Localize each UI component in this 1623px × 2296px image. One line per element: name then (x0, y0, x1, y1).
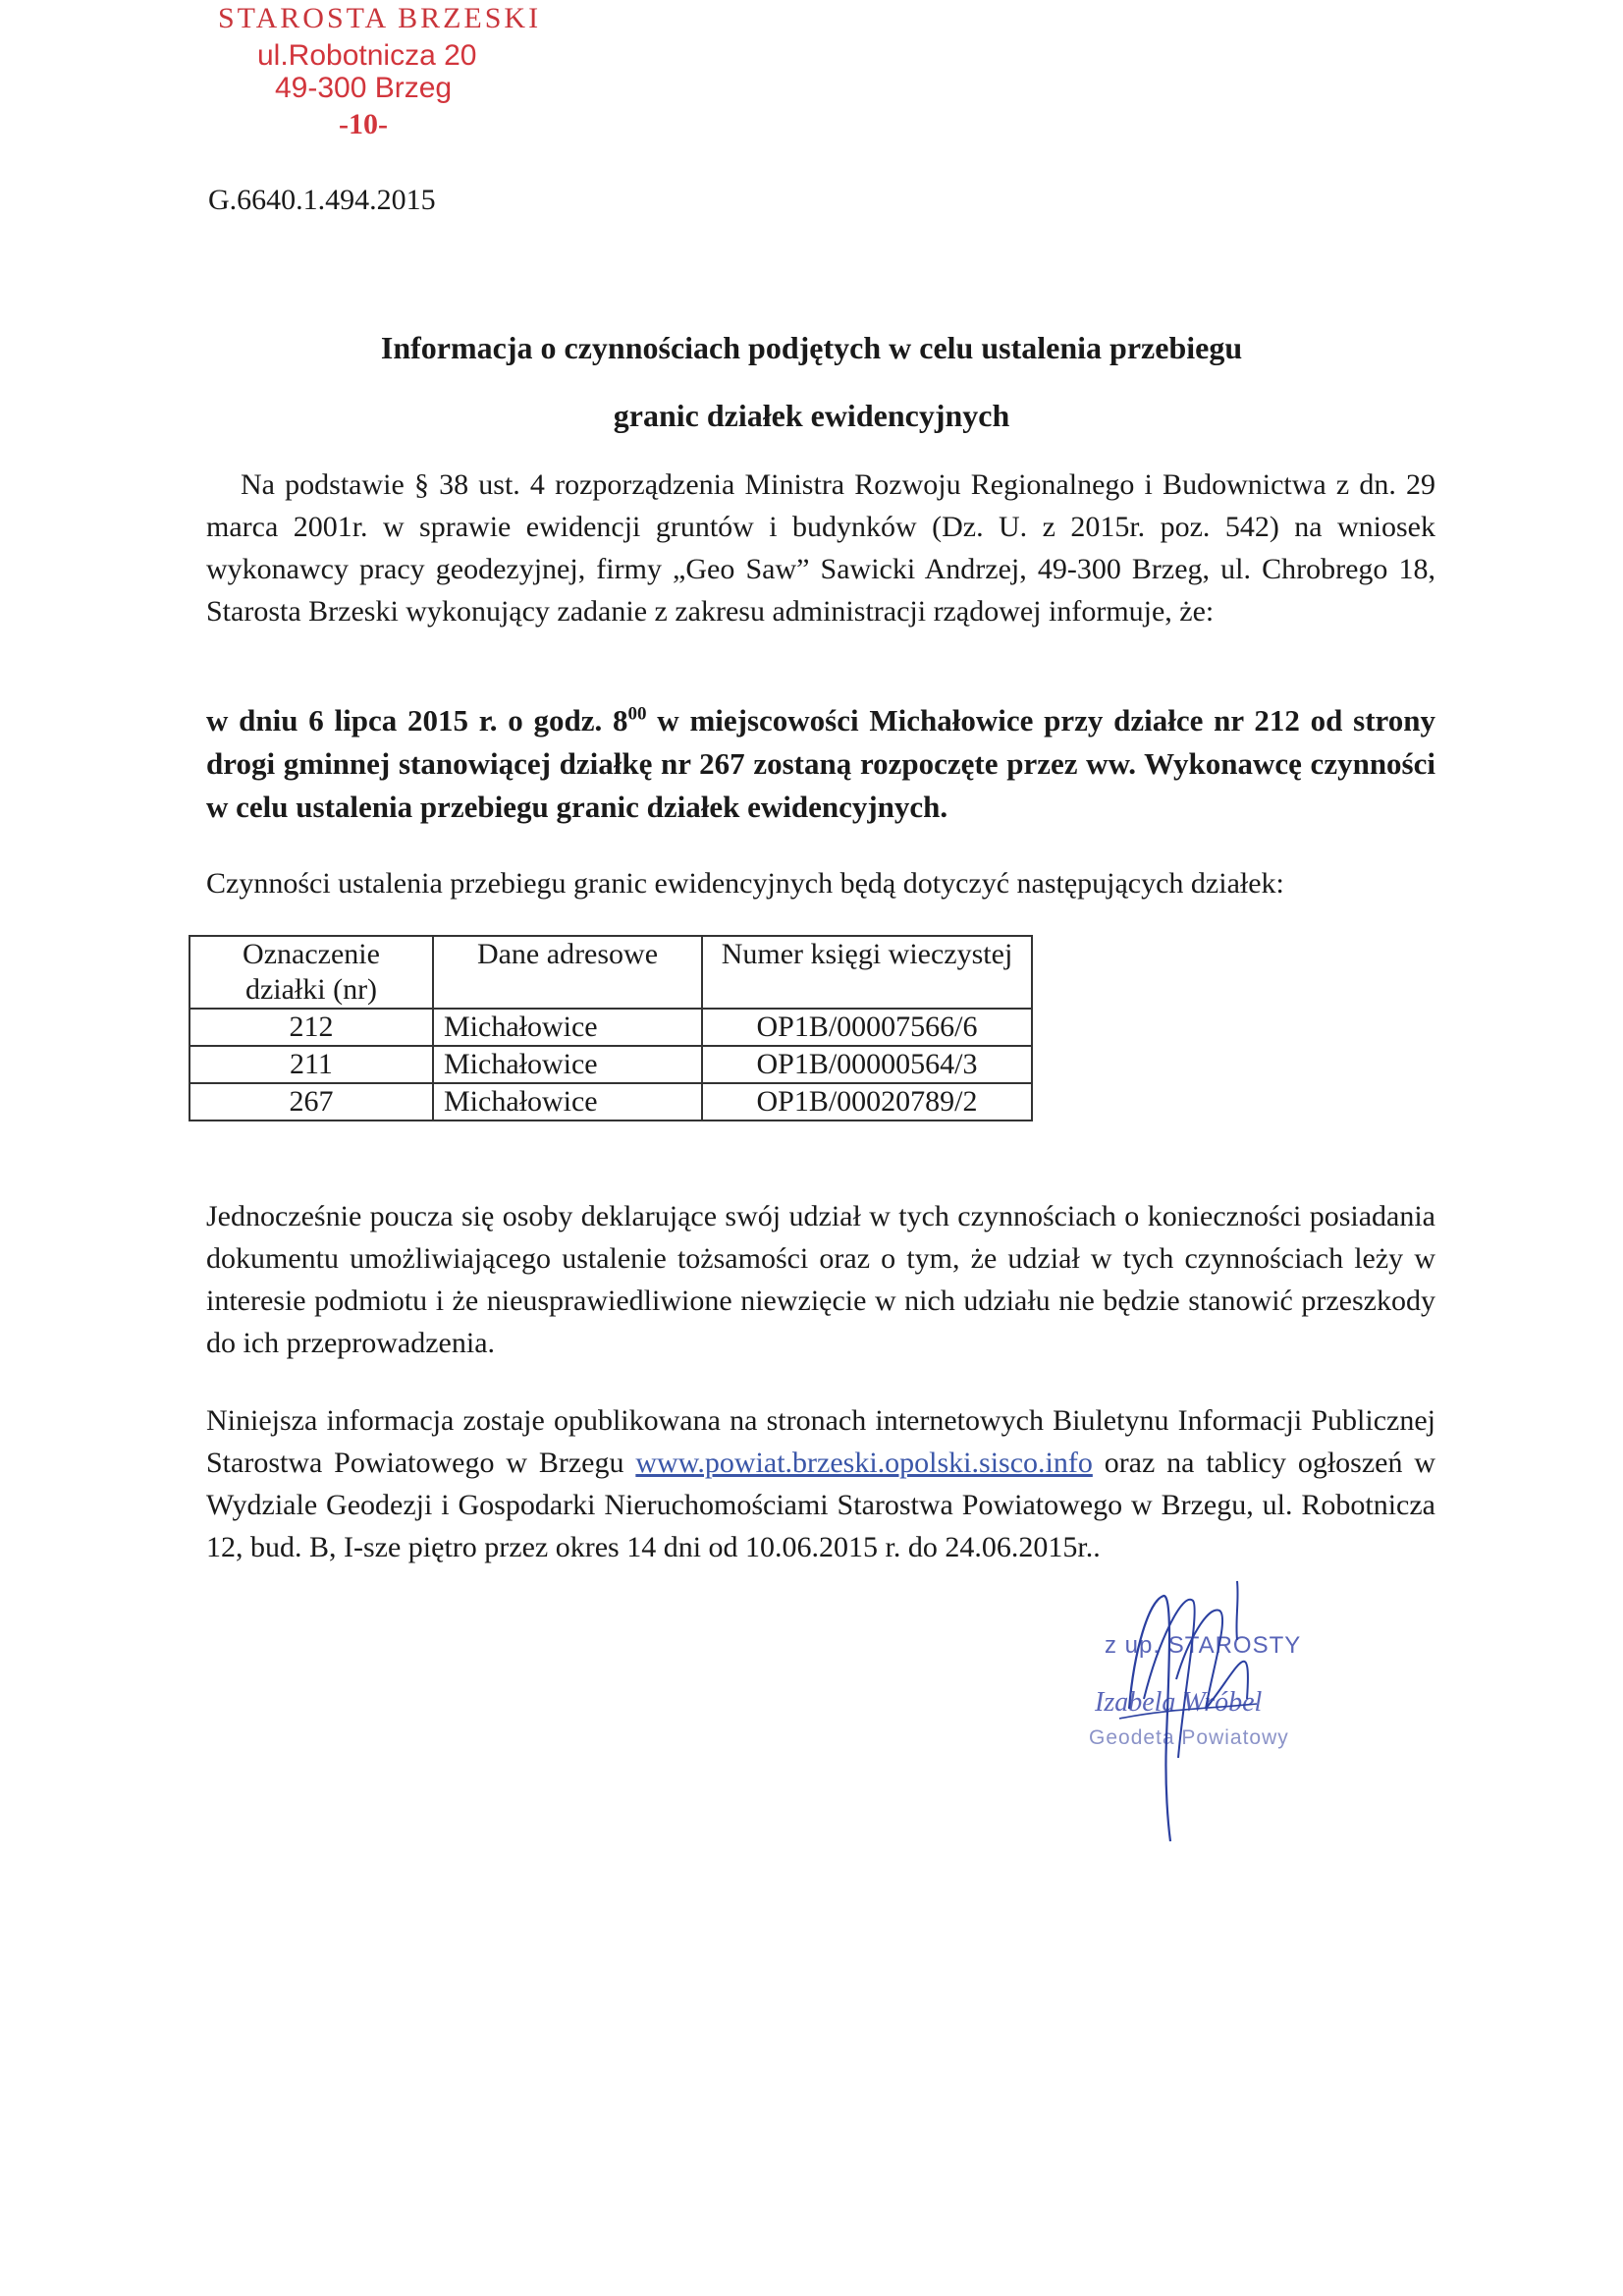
page-number: -10- (339, 108, 388, 140)
parcel-number: 211 (189, 1046, 433, 1083)
document-title-line1: Informacja o czynnościach podjętych w celu ustalenia przebiegu (380, 330, 1243, 365)
parcel-address: Michałowice (433, 1009, 702, 1046)
parcel-address: Michałowice (433, 1083, 702, 1121)
announcement-details: w miejscowości Michałowice przy działce nr 212 od strony drogi gminnej stanowiącej działkę nr 267 zostaną rozpoczęte przez ww. Wykonawcę czynności w celu ustalenia przebiegu granic działek ewidencyjnych. (206, 703, 1435, 824)
stamp-city: 49-300 Brzeg (275, 72, 453, 104)
table-header-row (189, 936, 1032, 1009)
signature-authority: z up. STAROSTY (1105, 1632, 1302, 1659)
handwritten-signature (1090, 1561, 1286, 1846)
publication-paragraph (206, 1399, 1435, 1568)
column-header-land-register: Numer księgi wieczystej (702, 936, 1032, 1009)
publication-period: oraz na tablicy ogłoszeń w Wydziale Geodezji i Gospodarki Nieruchomościami Starostwa Powiatowego w Brzegu, ul. Robotnicza 12, bud. B, I-sze piętro przez okres 14 dni od 10.06.2015 r. do 24.06.2015r.. (206, 1447, 1435, 1563)
column-header-address: Dane adresowe (433, 936, 702, 1009)
stamp-street: ul.Robotnicza 20 (257, 39, 477, 72)
signatory-position: Geodeta Powiatowy (1089, 1726, 1289, 1749)
publication-text: Niniejsza informacja zostaje opublikowana na stronach internetowych Biuletynu Informacji Publicznej Starostwa Powiatowego w Brzegu (206, 1404, 1435, 1479)
legal-basis-paragraph (206, 464, 1435, 632)
parcel-number: 212 (189, 1009, 433, 1046)
table-row (189, 1083, 1032, 1121)
land-register-number: OP1B/00000564/3 (702, 1046, 1032, 1083)
announcement-paragraph (206, 699, 1435, 829)
signatory-name: Izabela Wróbel (1095, 1687, 1263, 1718)
instruction-paragraph: Jednocześnie poucza się osoby deklarujące swój udział w tych czynnościach o konieczności posiadania dokumentu umożliwiającego ustalenie tożsamości oraz o tym, że udział w tych czynnościach leży w interesie podmiotu i że nieusprawiedliwione niewzięcie w nich udziału nie będzie stanowić przeszkody do ich przeprowadzenia. (206, 1200, 1435, 1359)
land-register-number: OP1B/00020789/2 (702, 1083, 1032, 1121)
table-row (189, 1046, 1032, 1083)
reference-number: G.6640.1.494.2015 (208, 184, 436, 216)
stamp-office: STAROSTA BRZESKI (218, 2, 542, 34)
announcement-time-minutes: 00 (627, 703, 647, 725)
bip-link[interactable]: www.powiat.brzeski.opolski.sisco.info (635, 1447, 1093, 1479)
land-register-number: OP1B/00007566/6 (702, 1009, 1032, 1046)
table-row (189, 1009, 1032, 1046)
document-title-line2: granic działek ewidencyjnych (613, 398, 1010, 433)
parcel-number: 267 (189, 1083, 433, 1121)
parcels-intro: Czynności ustalenia przebiegu granic ewidencyjnych będą dotyczyć następujących działek: (206, 867, 1284, 900)
announcement-date: w dniu 6 lipca 2015 r. o godz. 8 (206, 703, 628, 738)
parcels-table (189, 935, 1033, 1121)
parcel-address: Michałowice (433, 1046, 702, 1083)
legal-basis-text: Na podstawie § 38 ust. 4 rozporządzenia Ministra Rozwoju Regionalnego i Budownictwa z dn. 29 marca 2001r. w sprawie ewidencji gruntów i budynków (Dz. U. z 2015r. poz. 542) na wniosek wykonawcy pracy geodezyjnej, firmy „Geo Saw” Sawicki Andrzej, 49-300 Brzeg, ul. Chrobrego 18, Starosta Brzeski wykonujący zadanie z zakresu administracji rządowej informuje, że: (206, 468, 1435, 628)
column-header-parcel: Oznaczenie działki (nr) (189, 936, 433, 1009)
